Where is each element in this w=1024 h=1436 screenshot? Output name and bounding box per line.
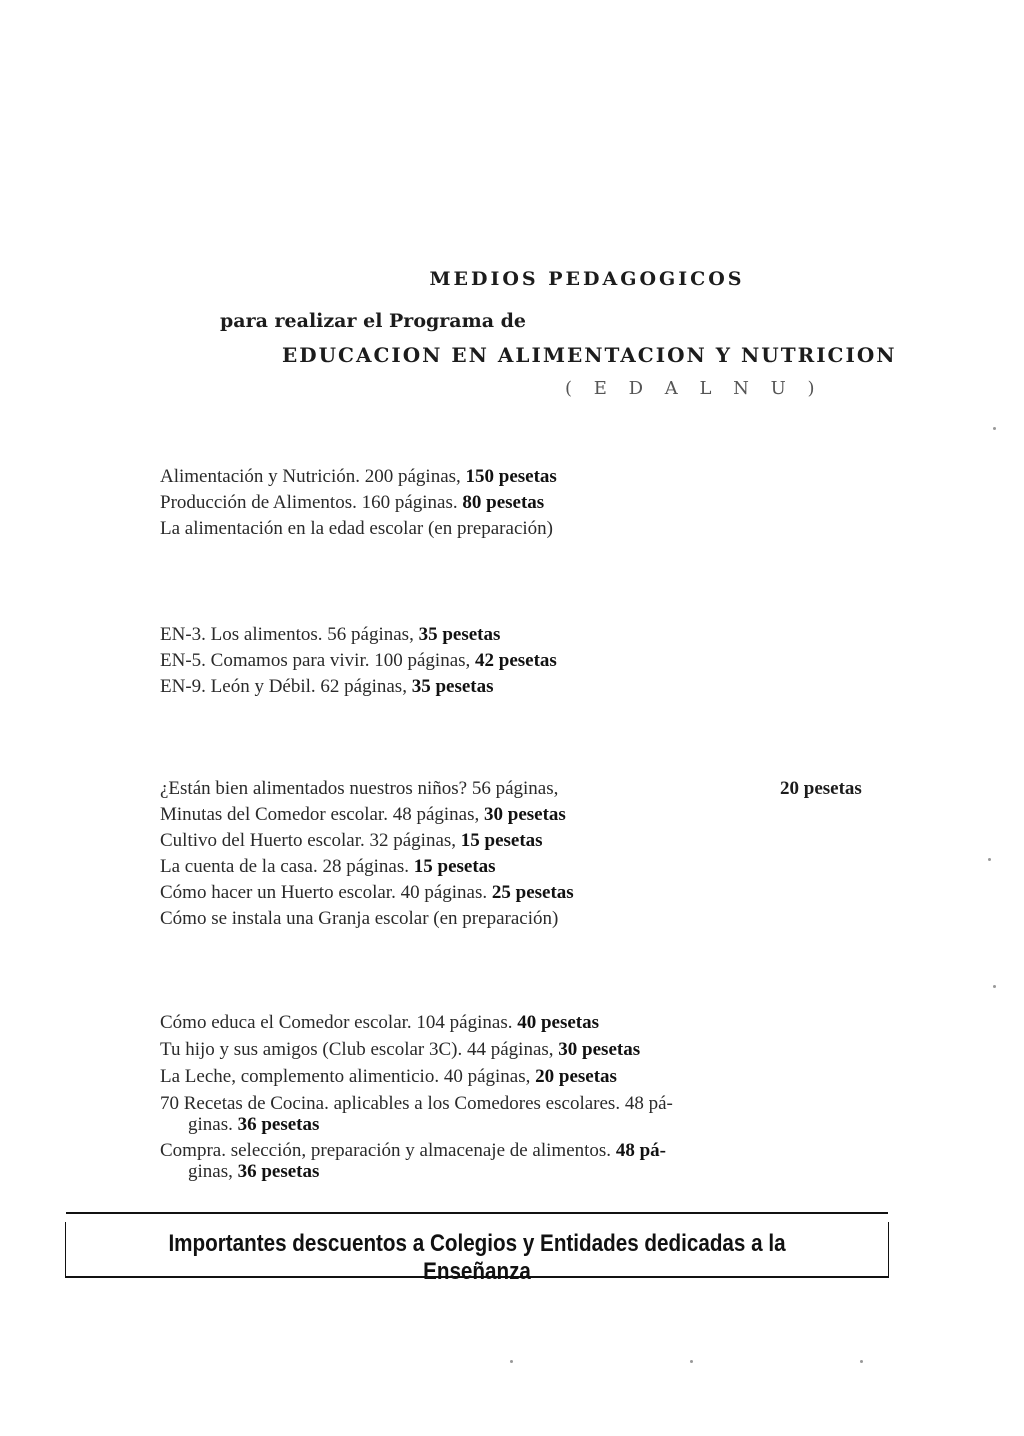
list-item: Cómo se instala una Granja escolar (en preparación)	[160, 908, 559, 929]
list-item: ginas. 36 pesetas	[188, 1114, 320, 1135]
list-item: Cómo hacer un Huerto escolar. 40 páginas. 25 pesetas	[160, 882, 574, 903]
subtitle: para realizar el Programa de	[220, 310, 527, 332]
scan-speck	[993, 427, 996, 430]
scan-speck	[860, 1360, 863, 1363]
list-item: 70 Recetas de Cocina. aplicables a los Comedores escolares. 48 pá-	[160, 1093, 673, 1114]
scan-speck	[690, 1360, 693, 1363]
list-item: Alimentación y Nutrición. 200 páginas, 150 pesetas	[160, 466, 557, 487]
program-acronym: ( E D A L N U )	[565, 378, 823, 399]
list-item: Compra. selección, preparación y almacenaje de alimentos. 48 pá-	[160, 1140, 666, 1161]
list-item: La cuenta de la casa. 28 páginas. 15 pesetas	[160, 856, 496, 877]
list-item: ginas, 36 pesetas	[188, 1161, 320, 1182]
list-item: La alimentación en la edad escolar (en preparación)	[160, 518, 553, 539]
list-item: EN-5. Comamos para vivir. 100 páginas, 42 pesetas	[160, 650, 557, 671]
list-item: Producción de Alimentos. 160 páginas. 80 pesetas	[160, 492, 545, 513]
list-item: Cómo educa el Comedor escolar. 104 páginas. 40 pesetas	[160, 1012, 600, 1033]
banner-text: Importantes descuentos a Colegios y Entidades dedicadas a la Enseñanza	[168, 1230, 786, 1285]
list-item: Tu hijo y sus amigos (Club escolar 3C). 44 páginas, 30 pesetas	[160, 1039, 641, 1060]
banner-right-rule	[888, 1222, 889, 1278]
list-item: EN-9. León y Débil. 62 páginas, 35 pesetas	[160, 676, 494, 697]
scan-speck	[993, 985, 996, 988]
scan-speck	[510, 1360, 513, 1363]
page-title: MEDIOS PEDAGOGICOS	[429, 268, 745, 290]
list-item: Cultivo del Huerto escolar. 32 páginas, 15 pesetas	[160, 830, 543, 851]
scan-speck	[988, 858, 991, 861]
program-name: EDUCACION EN ALIMENTACION Y NUTRICION	[282, 343, 897, 367]
discount-banner	[66, 1212, 888, 1285]
list-item: EN-3. Los alimentos. 56 páginas, 35 pesetas	[160, 624, 501, 645]
list-item: Minutas del Comedor escolar. 48 páginas, 30 pesetas	[160, 804, 566, 825]
list-item: ¿Están bien alimentados nuestros niños? 56 páginas,	[160, 778, 559, 799]
list-item: La Leche, complemento alimenticio. 40 páginas, 20 pesetas	[160, 1066, 617, 1087]
price: 20 pesetas	[780, 778, 862, 799]
banner-left-rule	[65, 1222, 66, 1278]
